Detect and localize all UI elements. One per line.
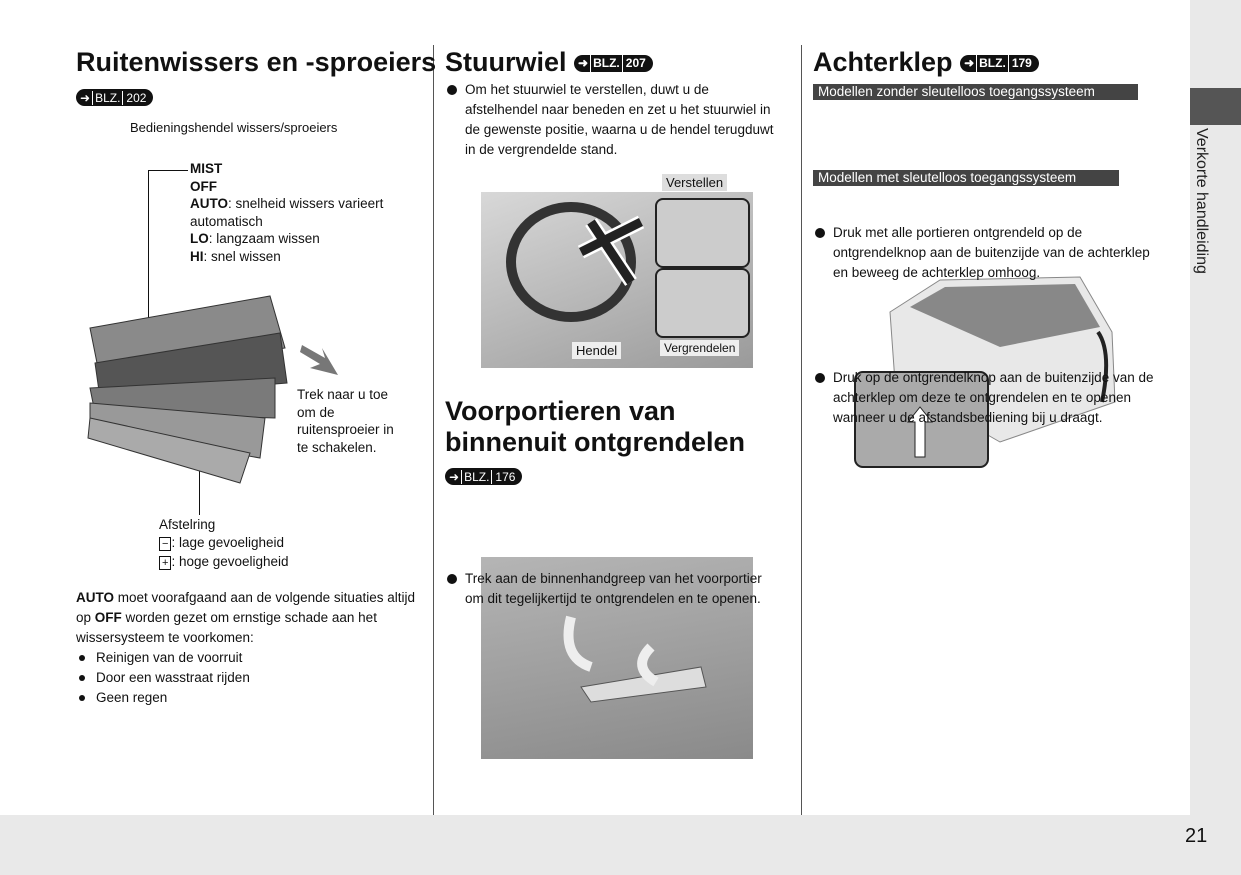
page-ref-link[interactable]: ➜ BLZ. 176 bbox=[445, 468, 522, 485]
section-title-wipers: Ruitenwissers en -sproeiers bbox=[76, 47, 437, 77]
label-adjust: Verstellen bbox=[662, 174, 727, 191]
tailgate-instruction-2: Druk op de ontgrendelknop aan de buitenzijde van de achterklep om deze te ontgrendelen en te openen wanneer u de afstandsbediening bij u draagt. bbox=[813, 368, 1163, 428]
page-ref-link[interactable]: ➜ BLZ. 202 bbox=[76, 89, 153, 106]
section-title-front-doors: Voorportieren van binnenuit ontgrendelen bbox=[445, 396, 745, 457]
label-lock: Vergrendelen bbox=[660, 340, 739, 356]
column-divider bbox=[801, 45, 802, 815]
arrow-icon: ➜ bbox=[80, 90, 91, 105]
steering-instruction: Om het stuurwiel te verstellen, duwt u de afstelhendel naar beneden en zet u het stuurwiel in de gewenste positie, waarna u de hendel terugduwt in de vergrendelde stand. bbox=[445, 80, 785, 160]
ring-legend: Afstelring − : lage gevoeligheid + : hoge gevoeligheid bbox=[159, 517, 289, 569]
footer bbox=[0, 815, 1241, 875]
list-item: Geen regen bbox=[76, 688, 416, 708]
tailgate-instruction-1: Druk met alle portieren ontgrendeld op de ontgrendelknop aan de buitenzijde van de achterklep en beweeg de achterklep omhoog. bbox=[813, 223, 1163, 283]
list-item: Door een wasstraat rijden bbox=[76, 668, 416, 688]
figure-caption: Bedieningshendel wissers/sproeiers bbox=[130, 120, 338, 135]
page-ref-link[interactable]: ➜ BLZ. 179 bbox=[960, 55, 1039, 72]
arrow-icon: ➜ bbox=[578, 56, 589, 71]
section-title-steering: Stuurwiel bbox=[445, 47, 567, 77]
door-instruction: Trek aan de binnenhandgreep van het voorportier om dit tegelijkertijd te ontgrendelen en te openen. bbox=[445, 569, 765, 609]
pull-arrow-icon bbox=[300, 340, 340, 380]
pull-note: Trek naar u toe om de ruitensproeier in te schakelen. bbox=[297, 387, 394, 455]
page-number: 21 bbox=[1185, 825, 1208, 847]
label-lever: Hendel bbox=[572, 342, 621, 359]
page-ref-link[interactable]: ➜ BLZ. 207 bbox=[574, 55, 653, 72]
wiper-lever-illustration bbox=[80, 288, 295, 498]
subheading-without-keyless: Modellen zonder sleutelloos toegangssysteem bbox=[813, 84, 1138, 100]
subheading-with-keyless: Modellen met sleutelloos toegangssysteem bbox=[813, 170, 1119, 186]
auto-warning: AUTO moet voorafgaand aan de volgende situaties altijd op OFF worden gezet om ernstige schade aan het wissersysteem te voorkomen: Reinigen van de voorruit Door een wasstraat rijden Geen regen bbox=[76, 588, 416, 708]
list-item: Reinigen van de voorruit bbox=[76, 648, 416, 668]
arrow-icon: ➜ bbox=[449, 469, 460, 484]
sidebar-label: Verkorte handleiding bbox=[1193, 128, 1210, 274]
column-divider bbox=[433, 45, 434, 815]
section-title-tailgate: Achterklep bbox=[813, 47, 953, 77]
minus-icon: − bbox=[159, 537, 171, 551]
sidebar-tab[interactable] bbox=[1190, 88, 1241, 125]
arrow-icon: ➜ bbox=[964, 56, 975, 71]
wiper-modes: MIST OFF AUTO: snelheid wissers varieert automatisch LO: langzaam wissen HI: snel wissen bbox=[190, 161, 384, 264]
plus-icon: + bbox=[159, 556, 171, 570]
